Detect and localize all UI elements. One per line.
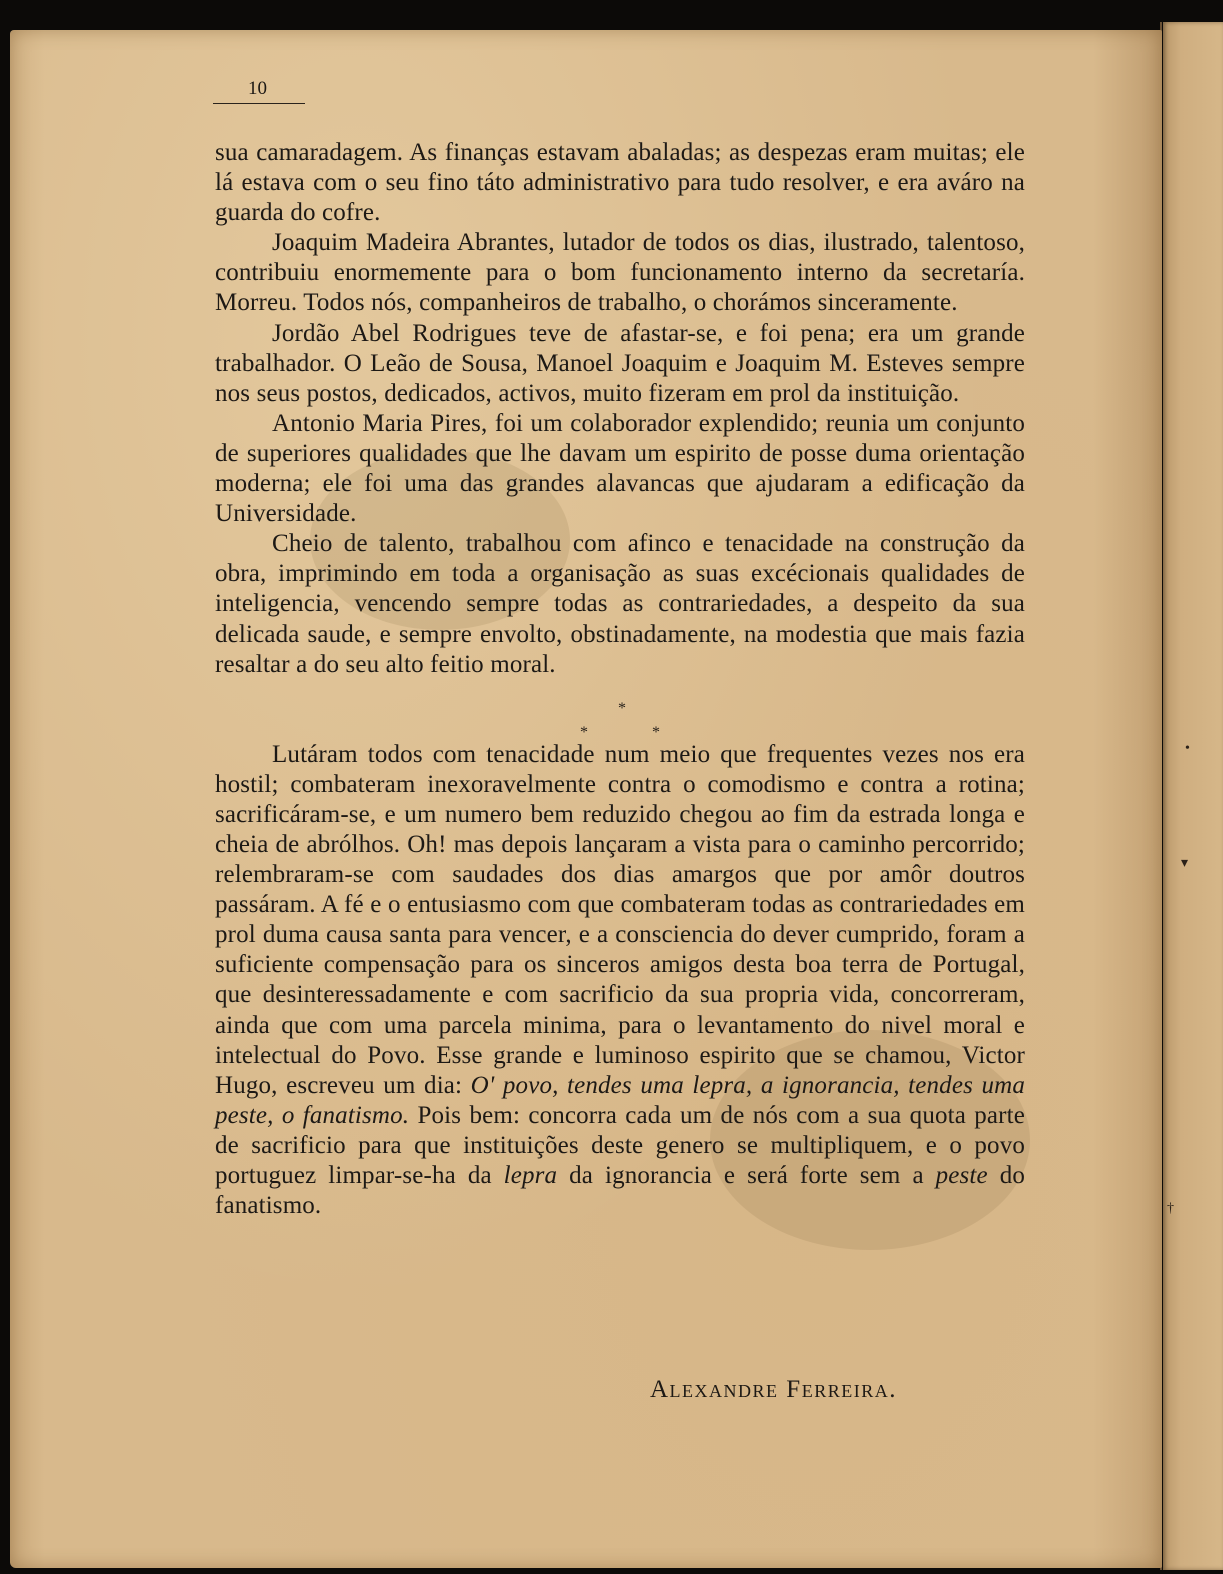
section-separator	[215, 680, 1025, 740]
emphasis-peste: peste	[935, 1162, 988, 1189]
body-text	[215, 138, 1025, 1221]
paragraph: Jordão Abel Rodrigues teve de afastar-se, e foi pena; era um grande trabalhador. O Leão de Sousa, Manoel Joaquim e Joaquim M. Esteves sempre nos seus postos, dedicados, activos, muito fizeram em prol da instituição.	[215, 319, 1025, 407]
closing-text: do fanatismo.	[215, 1162, 1026, 1220]
header-rule	[213, 103, 305, 104]
separator-asterisk: *	[652, 723, 661, 741]
paragraph: sua camaradagem. As finanças estavam abaladas; as despezas eram muitas; ele lá estava com o seu fino táto administrativo para tudo resolver, e era aváro na guarda do cofre.	[215, 139, 1025, 227]
hugo-quote: O' povo, tendes uma lepra, a ignorancia, tendes uma peste, o fanatismo.	[215, 1071, 1025, 1129]
separator-asterisk: *	[580, 723, 589, 741]
facing-page-edge: • ▾ †	[1163, 22, 1223, 1570]
closing-text: da ignorancia e será forte sem a	[557, 1162, 936, 1189]
closing-paragraph	[215, 740, 1025, 1222]
author-signature: Alexandre Ferreira.	[650, 1376, 897, 1403]
separator-asterisk: *	[618, 699, 627, 717]
page-number: 10	[248, 78, 267, 99]
paragraph: Joaquim Madeira Abrantes, lutador de todos os dias, ilustrado, talentoso, contribuiu enormemente para o bom funcionamento interno da secretaría. Morreu. Todos nós, companheiros de trabalho, o chorámos sinceramente.	[215, 229, 1025, 317]
paragraph: Cheio de talento, trabalhou com afinco e tenacidade na construção da obra, imprimindo em toda a organisação as suas excécionais qualidades de inteligencia, vencendo sempre todas as contrariedades, a despeito da sua delicada saude, e sempre envolto, obstinadamente, na modestia que mais fazia resaltar a do seu alto feitio moral.	[215, 530, 1025, 678]
paragraph: Antonio Maria Pires, foi um colaborador explendido; reunia um conjunto de superiores qualidades que lhe davam um espirito de posse duma orientação moderna; ele foi uma das grandes alavancas que ajudaram a edificação da Universidade.	[215, 409, 1025, 528]
closing-text: Lutáram todos com tenacidade num meio que frequentes vezes nos era hostil; combateram inexoravelmente contra o comodismo e contra a rotina; sacrificáram-se, e um numero bem reduzido chegou ao fim da estrada longa e cheia de abrólhos. Oh! mas depois lançaram a vista para o caminho percorrido; relembraram-se com saudades dos dias amargos que por amôr doutros passáram. A fé e o entusiasmo com que combateram todas as contrariedades em prol duma causa santa para vencer, e a consciencia do dever cumprido, foram a suficiente compensação para os sinceros amigos desta boa terra de Portugal, que desinteressadamente e com sacrificio da sua propria vida, concorreram, ainda que com uma parcela minima, para o levantamento do nivel moral e intelectual do Povo. Esse grande e luminoso espirito que se chamou, Victor Hugo, escreveu um dia:	[215, 740, 1025, 1099]
emphasis-lepra: lepra	[503, 1162, 558, 1189]
closing-text: Pois bem: concorra cada um de nós com a sua quota parte de sacrificio para que instituições deste genero se multipliquem, e o povo portuguez limpar-se-ha da	[215, 1101, 1025, 1189]
